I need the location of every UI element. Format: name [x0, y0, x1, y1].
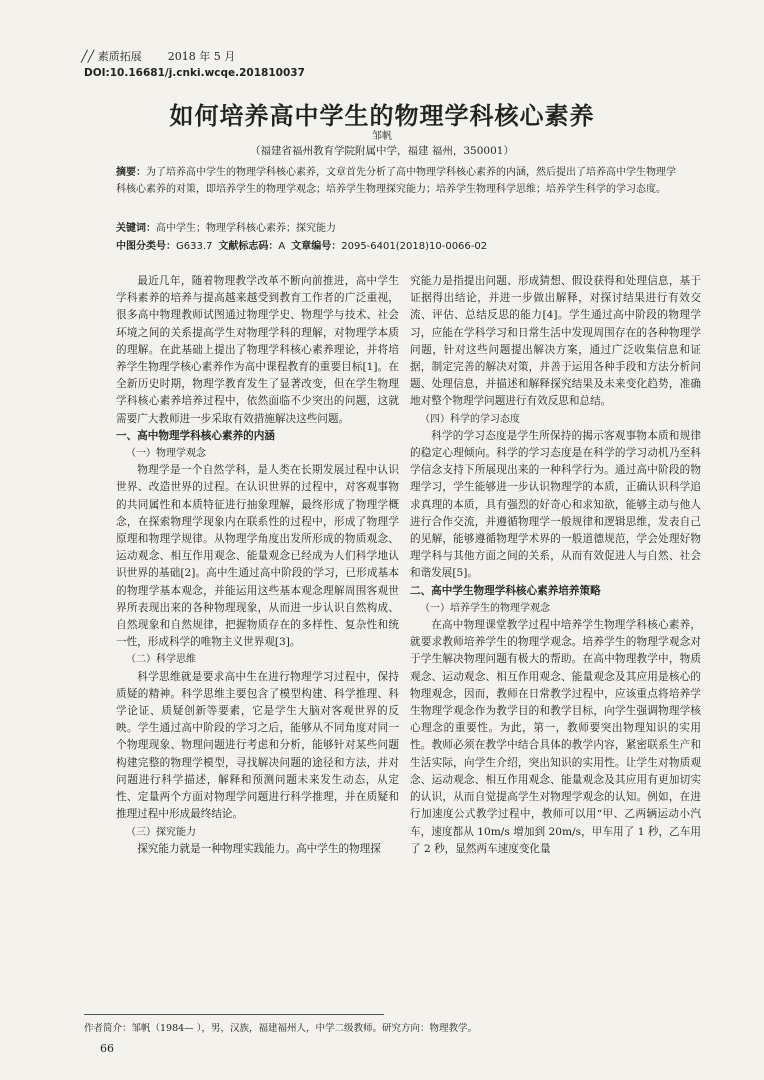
right-column [410, 273, 701, 858]
abstract [116, 164, 676, 198]
article-id: 2095-6401(2018)10-0066-02 [341, 241, 488, 252]
journal-header [81, 48, 236, 64]
subsection-heading: （一）物理学观念 [126, 448, 206, 460]
clc-number: G633.7 [176, 241, 213, 252]
author: 邹帆 [372, 131, 392, 142]
article-title: 如何培养高中学生的物理学科核心素养 [169, 101, 595, 130]
keywords-text: 高中学生；物理学科核心素养；探究能力 [156, 223, 336, 234]
keywords [116, 219, 336, 234]
footnote-rule [84, 1014, 384, 1015]
subsection-heading: （三）探究能力 [126, 826, 196, 838]
subsection-heading: （一）培养学生的物理学观念 [420, 602, 550, 614]
subsection-heading: （二）科学思维 [126, 654, 196, 666]
subsection-heading: （四）科学的学习态度 [420, 413, 520, 425]
affiliation: （福建省福州教育学院附属中学，福建 福州，350001） [250, 145, 514, 157]
doi: DOI:10.16681/j.cnki.wcqe.201810037 [84, 67, 305, 79]
classification-line [116, 237, 493, 252]
paragraph: 最近几年，随着物理教学改革不断向前推进，高中学生学科素养的培养与提高越来越受到教育工作者的广泛重视，很多高中物理教师试图通过物理学史、物理学与技术、社会环境之间的关系提高学生对物理学科的理解，对物理学本质的理解。在此基础上提出了物理学科核心素养理论，并将培养学生物理学核心素养作为高中课程教育的重要目标[1]。在全新历史时期，物理学教育发生了显著改变，但在学生物理学科核心素养培养过程中，依然面临不少突出的问题，这就需要广大教师进一步采取有效措施解决这些问题。 [116, 275, 399, 425]
issue-date: 2018 年 5 月 [167, 50, 236, 63]
keywords-label: 关键词： [116, 223, 156, 234]
author-footnote: 作者简介：邹帆（1984— ），男，汉族，福建福州人，中学二级教师。研究方向：物理教学。 [84, 1023, 477, 1034]
paragraph: 科学思维就是要求高中生在进行物理学习过程中，保持质疑的精神。科学思维主要包含了模型构建、科学推理、科学论证、质疑创新等要素，它是学生大脑对客观世界的反映。学生通过高中阶段的学习之后，能够从不同角度对同一个物理现象、物理问题进行考虑和分析，能够针对某些问题构建完整的物理学模型，寻找解决问题的途径和方法，并对问题进行科学描述，解释和预测问题未来发生动态，从定性、定量两个方面对物理学问题进行科学推理，并在质疑和推理过程中形成最终结论。 [116, 670, 399, 821]
paragraph: 物理学是一个自然学科，是人类在长期发展过程中认识世界、改造世界的过程。在认识世界的过程中，对客观事物的共同属性和本质特征进行抽象理解，最终形成了物理学概念，在探索物理学现象内在联系性的过程中，形成了物理学原理和物理学规律。从物理学角度出发所形成的物质观念、运动观念、相互作用观念、能量观念已经成为人们科学地认识世界的基础[2]。高中生通过高中阶段的学习，已形成基本的物理学基本观念，并能运用这些基本观念理解周围客观世界所表现出来的各种物理现象，从而进一步认识自然构成、自然现象和自然规律，把握物质存在的多样性、复杂性和统一性，形成科学的唯物主义世界观[3]。 [116, 464, 399, 649]
doc-code: A [278, 241, 286, 252]
left-column [116, 273, 399, 858]
doc-code-label: 文献标志码： [218, 241, 279, 252]
article-id-label: 文章编号： [291, 241, 342, 252]
section-heading: 二、高中学生物理学科核心素养培养策略 [410, 584, 601, 597]
clc-label: 中图分类号： [116, 241, 176, 252]
column-name: ╱╱ 素质拓展 [81, 50, 142, 63]
page-number: 66 [100, 1042, 114, 1055]
abstract-label: 摘要： [116, 167, 146, 178]
paragraph: 究能力是指提出问题、形成猜想、假设获得和处理信息，基于证据得出结论，并进一步做出解释，对探讨结果进行有效交流、评估、总结反思的能力[4]。学生通过高中阶段的物理学习，应能在学科学习和日常生活中发现周围存在的各种物理学问题，针对这些问题提出解决方案，通过广泛收集信息和证据，制定完善的解决对策，并善于运用各种手段和方法分析问题、处理信息，并描述和解释探究结果及未来变化趋势，准确地对整个物理学问题进行有效反思和总结。 [410, 275, 701, 408]
paragraph: 在高中物理课堂教学过程中培养学生物理学科核心素养，就要求教师培养学生的物理学观念。培养学生的物理学观念对于学生解决物理问题有极大的帮助。在高中物理教学中，物质观念、运动观念、相互作用观念、能量观念及其应用是核心的物理观念，因而，教师在日常教学过程中，应该重点将培养学生物理学观念作为教学目的和教学目标，向学生强调物理学核心理念的重要性。为此，第一，教师要突出物理知识的实用性。教师必须在教学中结合具体的教学内容，紧密联系生产和生活实际，向学生介绍，突出知识的实用性。让学生对物质观念、运动观念、相互作用观念、能量观念及其应用有更加切实的认识，从而自觉提高学生对物理学观念的认知。例如，在进行加速度公式教学过程中，教师可以用“甲、乙两辆运动小汽车，速度都从 10m/s 增加到 20m/s，甲车用了 1 秒，乙车用了 2 秒，显然两车速度变化量 [410, 619, 701, 855]
abstract-text: 为了培养高中学生的物理学科核心素养，文章首先分析了高中物理学科核心素养的内涵，然后提出了培养高中学生物理学科核心素养的对策，即培养学生的物理学观念；培养学生物理探究能力；培养学生物理科学思维；培养学生科学的学习态度。 [116, 167, 676, 195]
paragraph: 探究能力就是一种物理实践能力。高中学生的物理探 [137, 842, 381, 855]
section-heading: 一、高中物理学科核心素养的内涵 [116, 429, 275, 442]
paragraph: 科学的学习态度是学生所保持的揭示客观事物本质和规律的稳定心理倾向。科学的学习态度是在科学的学习动机乃至科学信念支持下所展现出来的一种科学行为。通过高中阶段的物理学习，学生能够进一步认识物理学的本质，正确认识科学追求真理的本质，具有强烈的好奇心和求知欲，能够主动与他人进行合作交流，并遵循物理学一般规律和逻辑思维，发表自己的见解，能够遵循物理学术界的一般道德规范，学会处理好物理学科与其他方面之间的关系，从而有效促进人与自然、社会和谐发展[5]。 [410, 429, 701, 580]
